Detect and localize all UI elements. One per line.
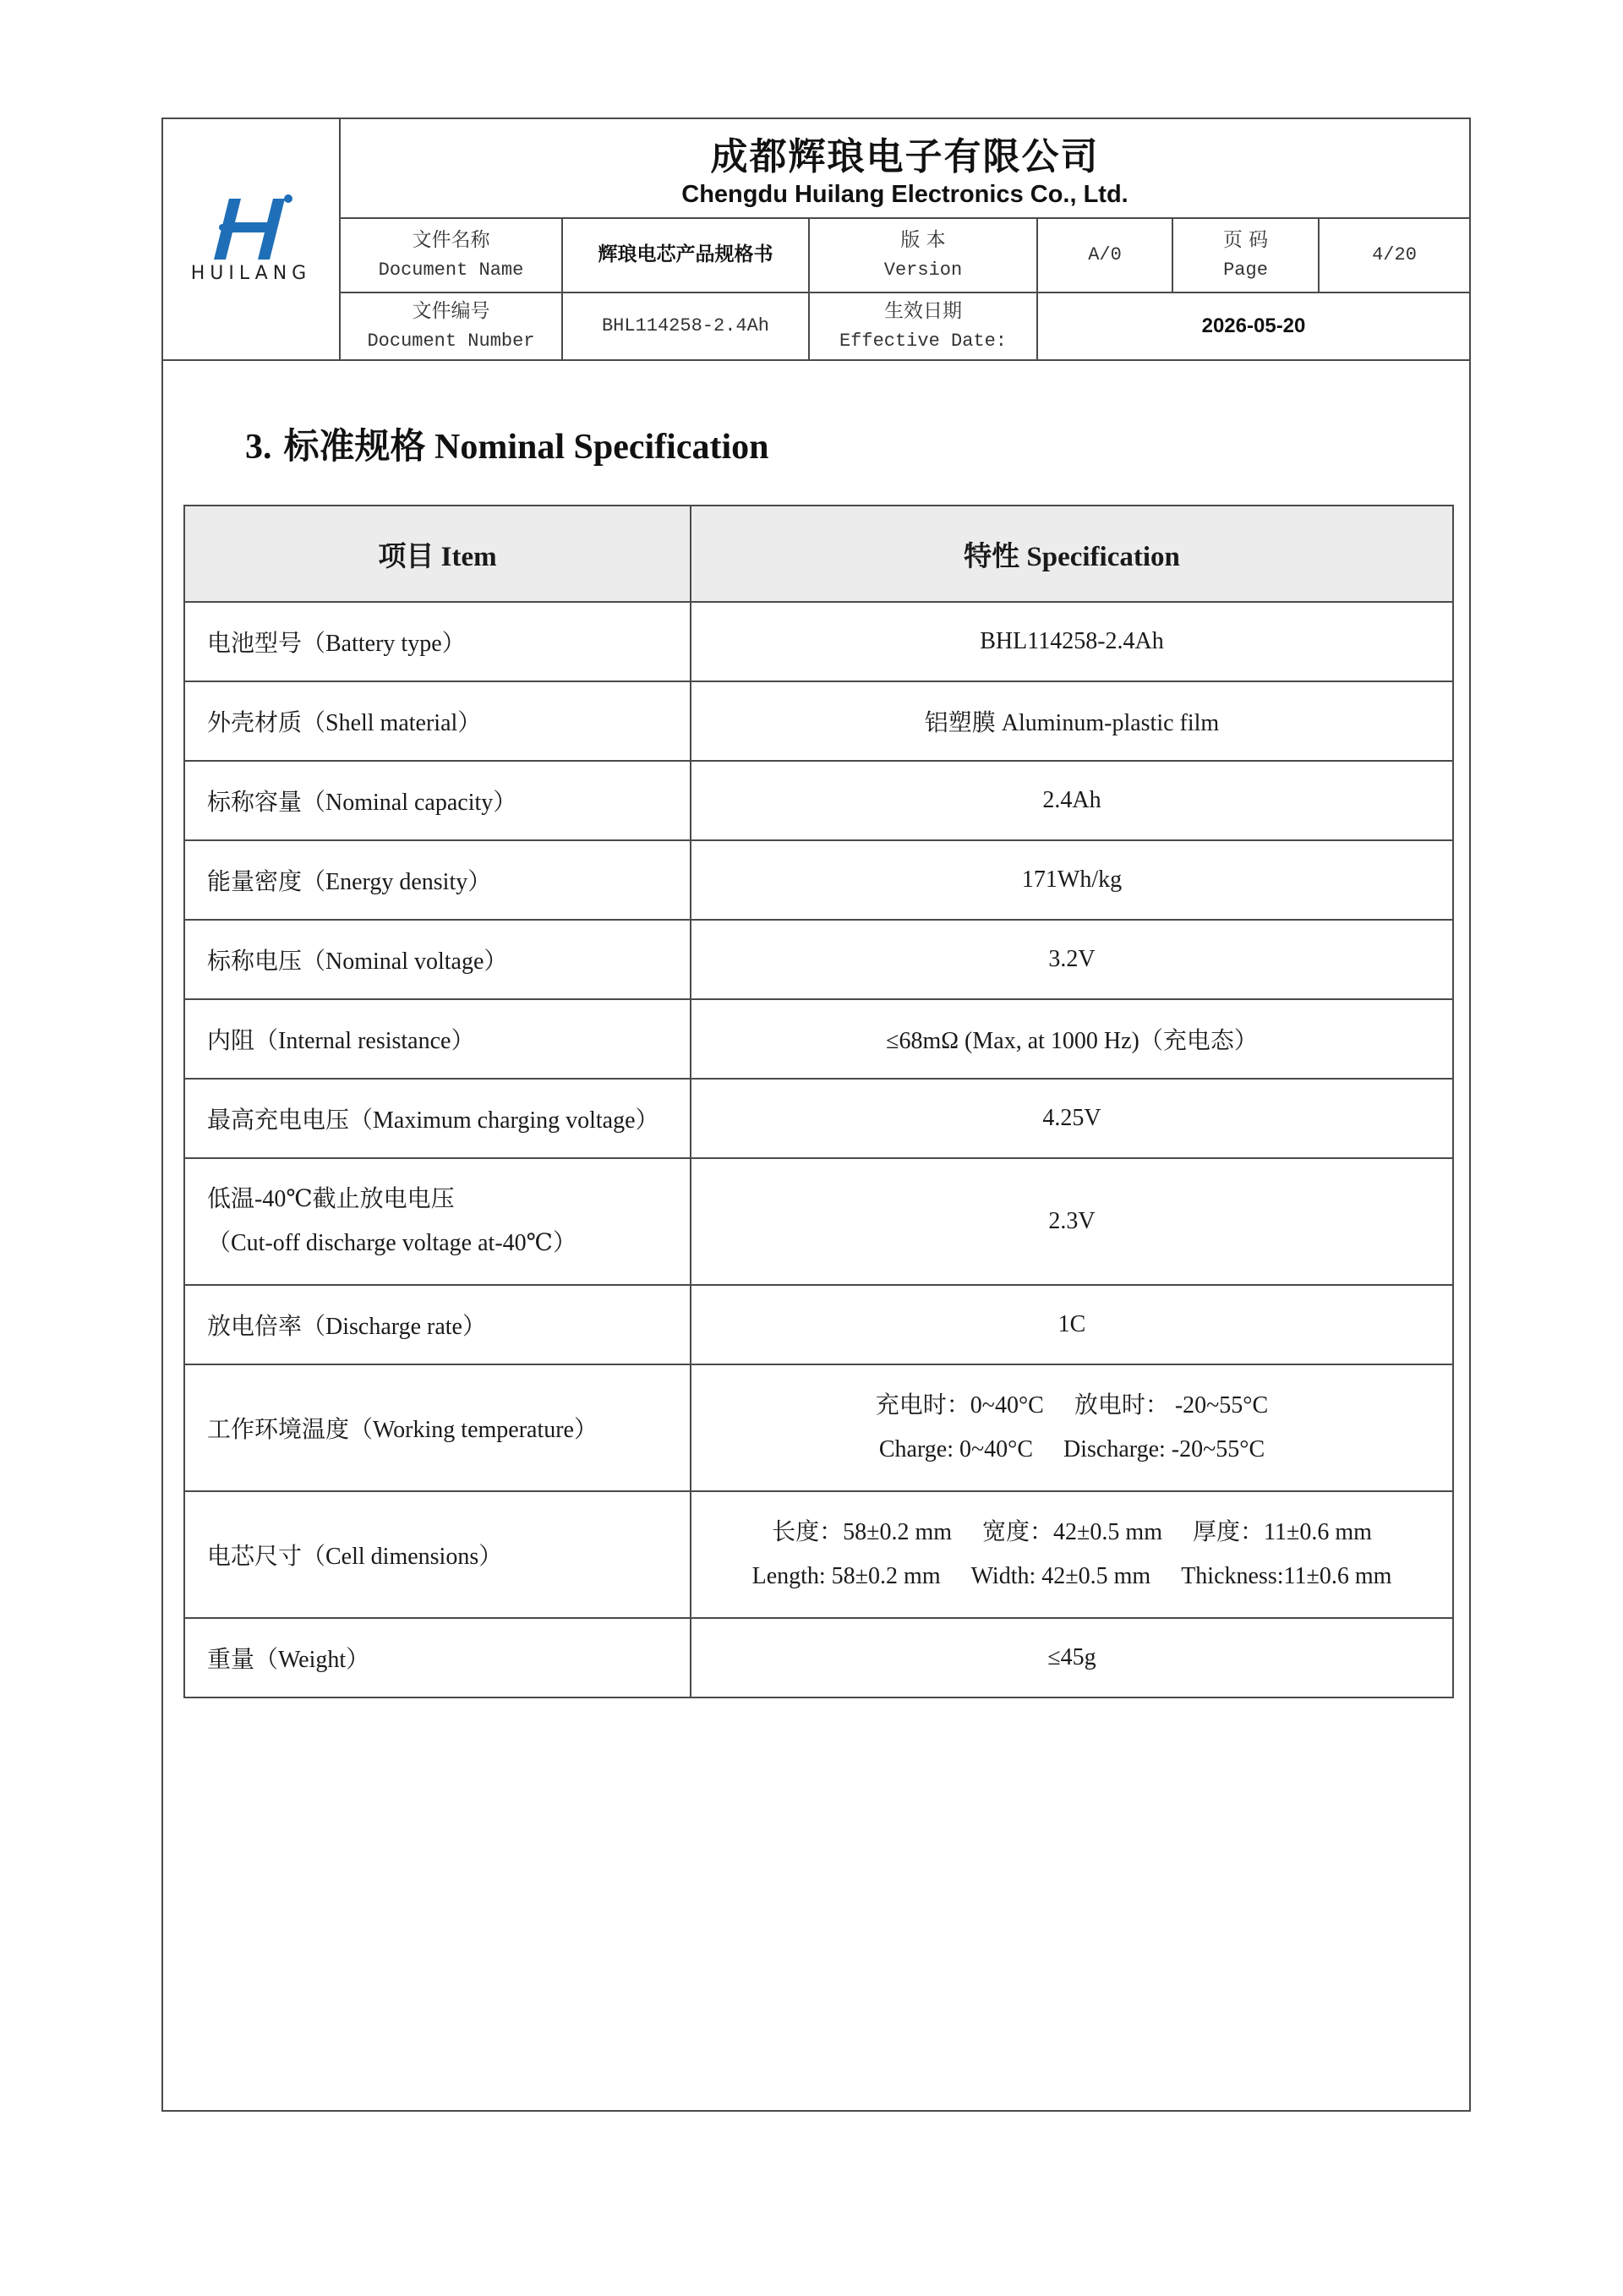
version-label: 版 本 Version <box>810 219 1038 292</box>
width-en: Width: 42±0.5 mm <box>970 1563 1151 1589</box>
row-item: 能量密度（Energy density） <box>184 840 691 920</box>
doc-number-label: 文件编号 Document Number <box>341 293 563 359</box>
table-row <box>184 840 1453 920</box>
row-item: 电芯尺寸（Cell dimensions） <box>184 1491 691 1618</box>
thickness-cn: 厚度：11±0.6 mm <box>1192 1519 1372 1545</box>
row-item: 重量（Weight） <box>184 1618 691 1697</box>
spec-table <box>183 505 1454 1698</box>
charge-temp-cn: 充电时：0~40°C <box>875 1392 1044 1419</box>
doc-number-value: BHL114258-2.4Ah <box>563 293 810 359</box>
discharge-temp-en: Discharge: -20~55°C <box>1063 1436 1265 1462</box>
logo-cell <box>163 119 341 359</box>
row-value: ≤45g <box>691 1618 1453 1697</box>
row-value: ≤68mΩ (Max, at 1000 Hz)（充电态） <box>691 999 1453 1079</box>
table-row <box>184 1285 1453 1364</box>
width-cn: 宽度：42±0.5 mm <box>982 1519 1162 1545</box>
row-value <box>691 1491 1453 1618</box>
page-label: 页 码 Page <box>1173 219 1320 292</box>
row-value: 2.3V <box>691 1158 1453 1285</box>
row-value: 171Wh/kg <box>691 840 1453 920</box>
row-item-line-1: 低温-40℃截止放电电压 <box>207 1186 455 1212</box>
temperature-line-en <box>692 1428 1451 1472</box>
row-item: 外壳材质（Shell material） <box>184 681 691 761</box>
meta-row-1 <box>341 219 1469 293</box>
version-value: A/0 <box>1038 219 1173 292</box>
discharge-temp-cn: 放电时： -20~55°C <box>1074 1392 1269 1419</box>
row-item: 内阻（Internal resistance） <box>184 999 691 1079</box>
row-item-line-2: （Cut-off discharge voltage at-40℃） <box>207 1230 577 1256</box>
length-cn: 长度：58±0.2 mm <box>772 1519 953 1545</box>
row-item: 电池型号（Battery type） <box>184 602 691 681</box>
document-meta <box>341 219 1469 359</box>
row-item: 标称电压（Nominal voltage） <box>184 920 691 999</box>
row-value: 2.4Ah <box>691 761 1453 840</box>
column-header-spec: 特性 Specification <box>691 506 1453 602</box>
table-row <box>184 920 1453 999</box>
section-title: 标准规格 Nominal Specification <box>283 428 769 467</box>
table-row <box>184 1158 1453 1285</box>
table-row <box>184 1618 1453 1697</box>
huilang-logo-icon <box>205 194 297 261</box>
table-row <box>184 761 1453 840</box>
row-value <box>691 1364 1453 1491</box>
temperature-line-cn <box>692 1384 1451 1428</box>
table-row <box>184 1079 1453 1158</box>
page-value: 4/20 <box>1372 243 1417 265</box>
row-value: 1C <box>691 1285 1453 1364</box>
document-header <box>163 119 1469 361</box>
table-row <box>184 999 1453 1079</box>
table-row <box>184 1491 1453 1618</box>
row-value: 铝塑膜 Aluminum-plastic film <box>691 681 1453 761</box>
table-row <box>184 681 1453 761</box>
table-header-row <box>184 506 1453 602</box>
charge-temp-en: Charge: 0~40°C <box>878 1436 1034 1462</box>
company-name-cn: 成都辉琅电子有限公司 <box>710 135 1100 178</box>
logo-text: HUILANG <box>190 263 312 284</box>
column-header-item: 项目 Item <box>184 506 691 602</box>
company-name-en: Chengdu Huilang Electronics Co., Ltd. <box>681 181 1128 208</box>
row-value: 3.2V <box>691 920 1453 999</box>
company-name-row <box>341 119 1469 219</box>
row-item: 工作环境温度（Working temperature） <box>184 1364 691 1491</box>
effective-date-label: 生效日期 Effective Date: <box>810 293 1038 359</box>
row-item <box>184 1158 691 1285</box>
row-value: 4.25V <box>691 1079 1453 1158</box>
row-item: 标称容量（Nominal capacity） <box>184 761 691 840</box>
row-value: BHL114258-2.4Ah <box>691 602 1453 681</box>
row-item: 放电倍率（Discharge rate） <box>184 1285 691 1364</box>
doc-name-label: 文件名称 Document Name <box>341 219 563 292</box>
doc-name-value: 辉琅电芯产品规格书 <box>563 219 810 292</box>
table-row <box>184 1364 1453 1491</box>
dimensions-line-cn <box>692 1511 1451 1555</box>
thickness-en: Thickness:11±0.6 mm <box>1181 1563 1392 1589</box>
meta-row-2 <box>341 293 1469 359</box>
length-en: Length: 58±0.2 mm <box>751 1563 941 1589</box>
row-item: 最高充电电压（Maximum charging voltage） <box>184 1079 691 1158</box>
section-number: 3. <box>245 428 272 467</box>
dimensions-line-en <box>692 1555 1451 1599</box>
section-heading <box>245 418 781 469</box>
table-row <box>184 602 1453 681</box>
effective-date-value: 2026-05-20 <box>1201 314 1306 338</box>
